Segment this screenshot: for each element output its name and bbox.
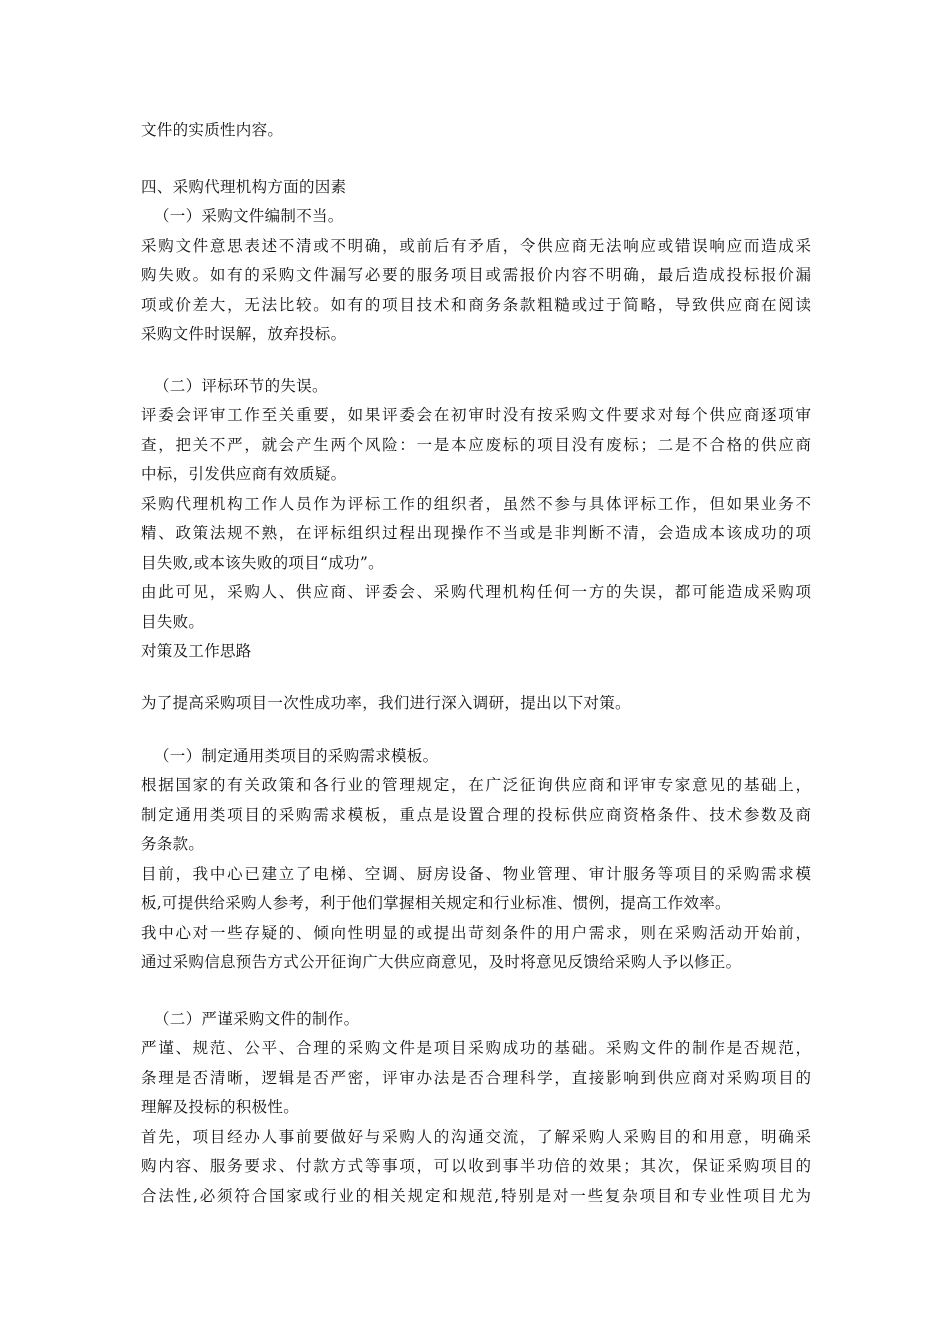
text-line: 板,可提供给采购人参考，利于他们掌握相关规定和行业标准、惯例，提高工作效率。 — [141, 894, 731, 912]
subsection-heading: （一）采购文件编制不当。 — [154, 207, 344, 225]
text-line: 购失败。如有的采购文件漏写必要的服务项目或需报价内容不明确，最后造成投标报价漏 — [141, 266, 811, 284]
text-line: 采购文件意思表述不清或不明确，或前后有矛盾，令供应商无法响应或错误响应而造成采 — [141, 237, 811, 255]
section-heading: 对策及工作思路 — [141, 642, 252, 660]
text-line: 目失败。 — [141, 613, 205, 631]
text-line: 采购代理机构工作人员作为评标工作的组织者，虽然不参与具体评标工作，但如果业务不 — [141, 495, 811, 513]
text-line: 评委会评审工作至关重要，如果评委会在初审时没有按采购文件要求对每个供应商逐项审 — [141, 406, 811, 424]
text-line: 通过采购信息预告方式公开征询广大供应商意见，及时将意见反馈给采购人予以修正。 — [141, 953, 742, 971]
text-line: 查，把关不严，就会产生两个风险：一是本应废标的项目没有废标；二是不合格的供应商 — [141, 436, 811, 454]
text-line: 精、政策法规不熟，在评标组织过程出现操作不当或是非判断不清，会造成本该成功的项 — [141, 524, 811, 542]
subsection-heading: （一）制定通用类项目的采购需求模板。 — [154, 747, 439, 765]
text-line: 理解及投标的积极性。 — [141, 1098, 300, 1116]
text-line: 文件的实质性内容。 — [141, 121, 284, 139]
text-line: 由此可见，采购人、供应商、评委会、采购代理机构任何一方的失误，都可能造成采购项 — [141, 583, 811, 601]
text-line: 合法性,必须符合国家或行业的相关规定和规范,特别是对一些复杂项目和专业性项目尤为 — [141, 1187, 811, 1205]
text-line: 根据国家的有关政策和各行业的管理规定，在广泛征询供应商和评审专家意见的基础上， — [141, 776, 811, 794]
text-line: 严谨、规范、公平、合理的采购文件是项目采购成功的基础。采购文件的制作是否规范， — [141, 1039, 811, 1057]
subsection-heading: （二）评标环节的失误。 — [154, 377, 328, 395]
text-line: 制定通用类项目的采购需求模板，重点是设置合理的投标供应商资格条件、技术参数及商 — [141, 806, 811, 824]
text-line: 中标，引发供应商有效质疑。 — [141, 465, 347, 483]
text-line: 目失败,或本该失败的项目“成功”。 — [141, 554, 384, 572]
text-line: 我中心对一些存疑的、倾向性明显的或提出苛刻条件的用户需求，则在采购活动开始前， — [141, 924, 811, 942]
text-line: 购内容、服务要求、付款方式等事项，可以收到事半功倍的效果；其次，保证采购项目的 — [141, 1157, 811, 1175]
text-line: 条理是否清晰，逻辑是否严密，评审办法是否合理科学，直接影响到供应商对采购项目的 — [141, 1069, 811, 1087]
text-line: 首先，项目经办人事前要做好与采购人的沟通交流，了解采购人采购目的和用意，明确采 — [141, 1128, 811, 1146]
text-line: 项或价差大，无法比较。如有的项目技术和商务条款粗糙或过于简略，导致供应商在阅读 — [141, 296, 811, 314]
subsection-heading: （二）严谨采购文件的制作。 — [154, 1010, 360, 1028]
text-line: 务条款。 — [141, 835, 205, 853]
text-line: 目前，我中心已建立了电梯、空调、厨房设备、物业管理、审计服务等项目的采购需求模 — [141, 865, 811, 883]
text-line: 采购文件时误解，放弃投标。 — [141, 325, 347, 343]
section-heading: 四、采购代理机构方面的因素 — [141, 178, 347, 196]
text-line: 为了提高采购项目一次性成功率，我们进行深入调研，提出以下对策。 — [141, 694, 631, 712]
